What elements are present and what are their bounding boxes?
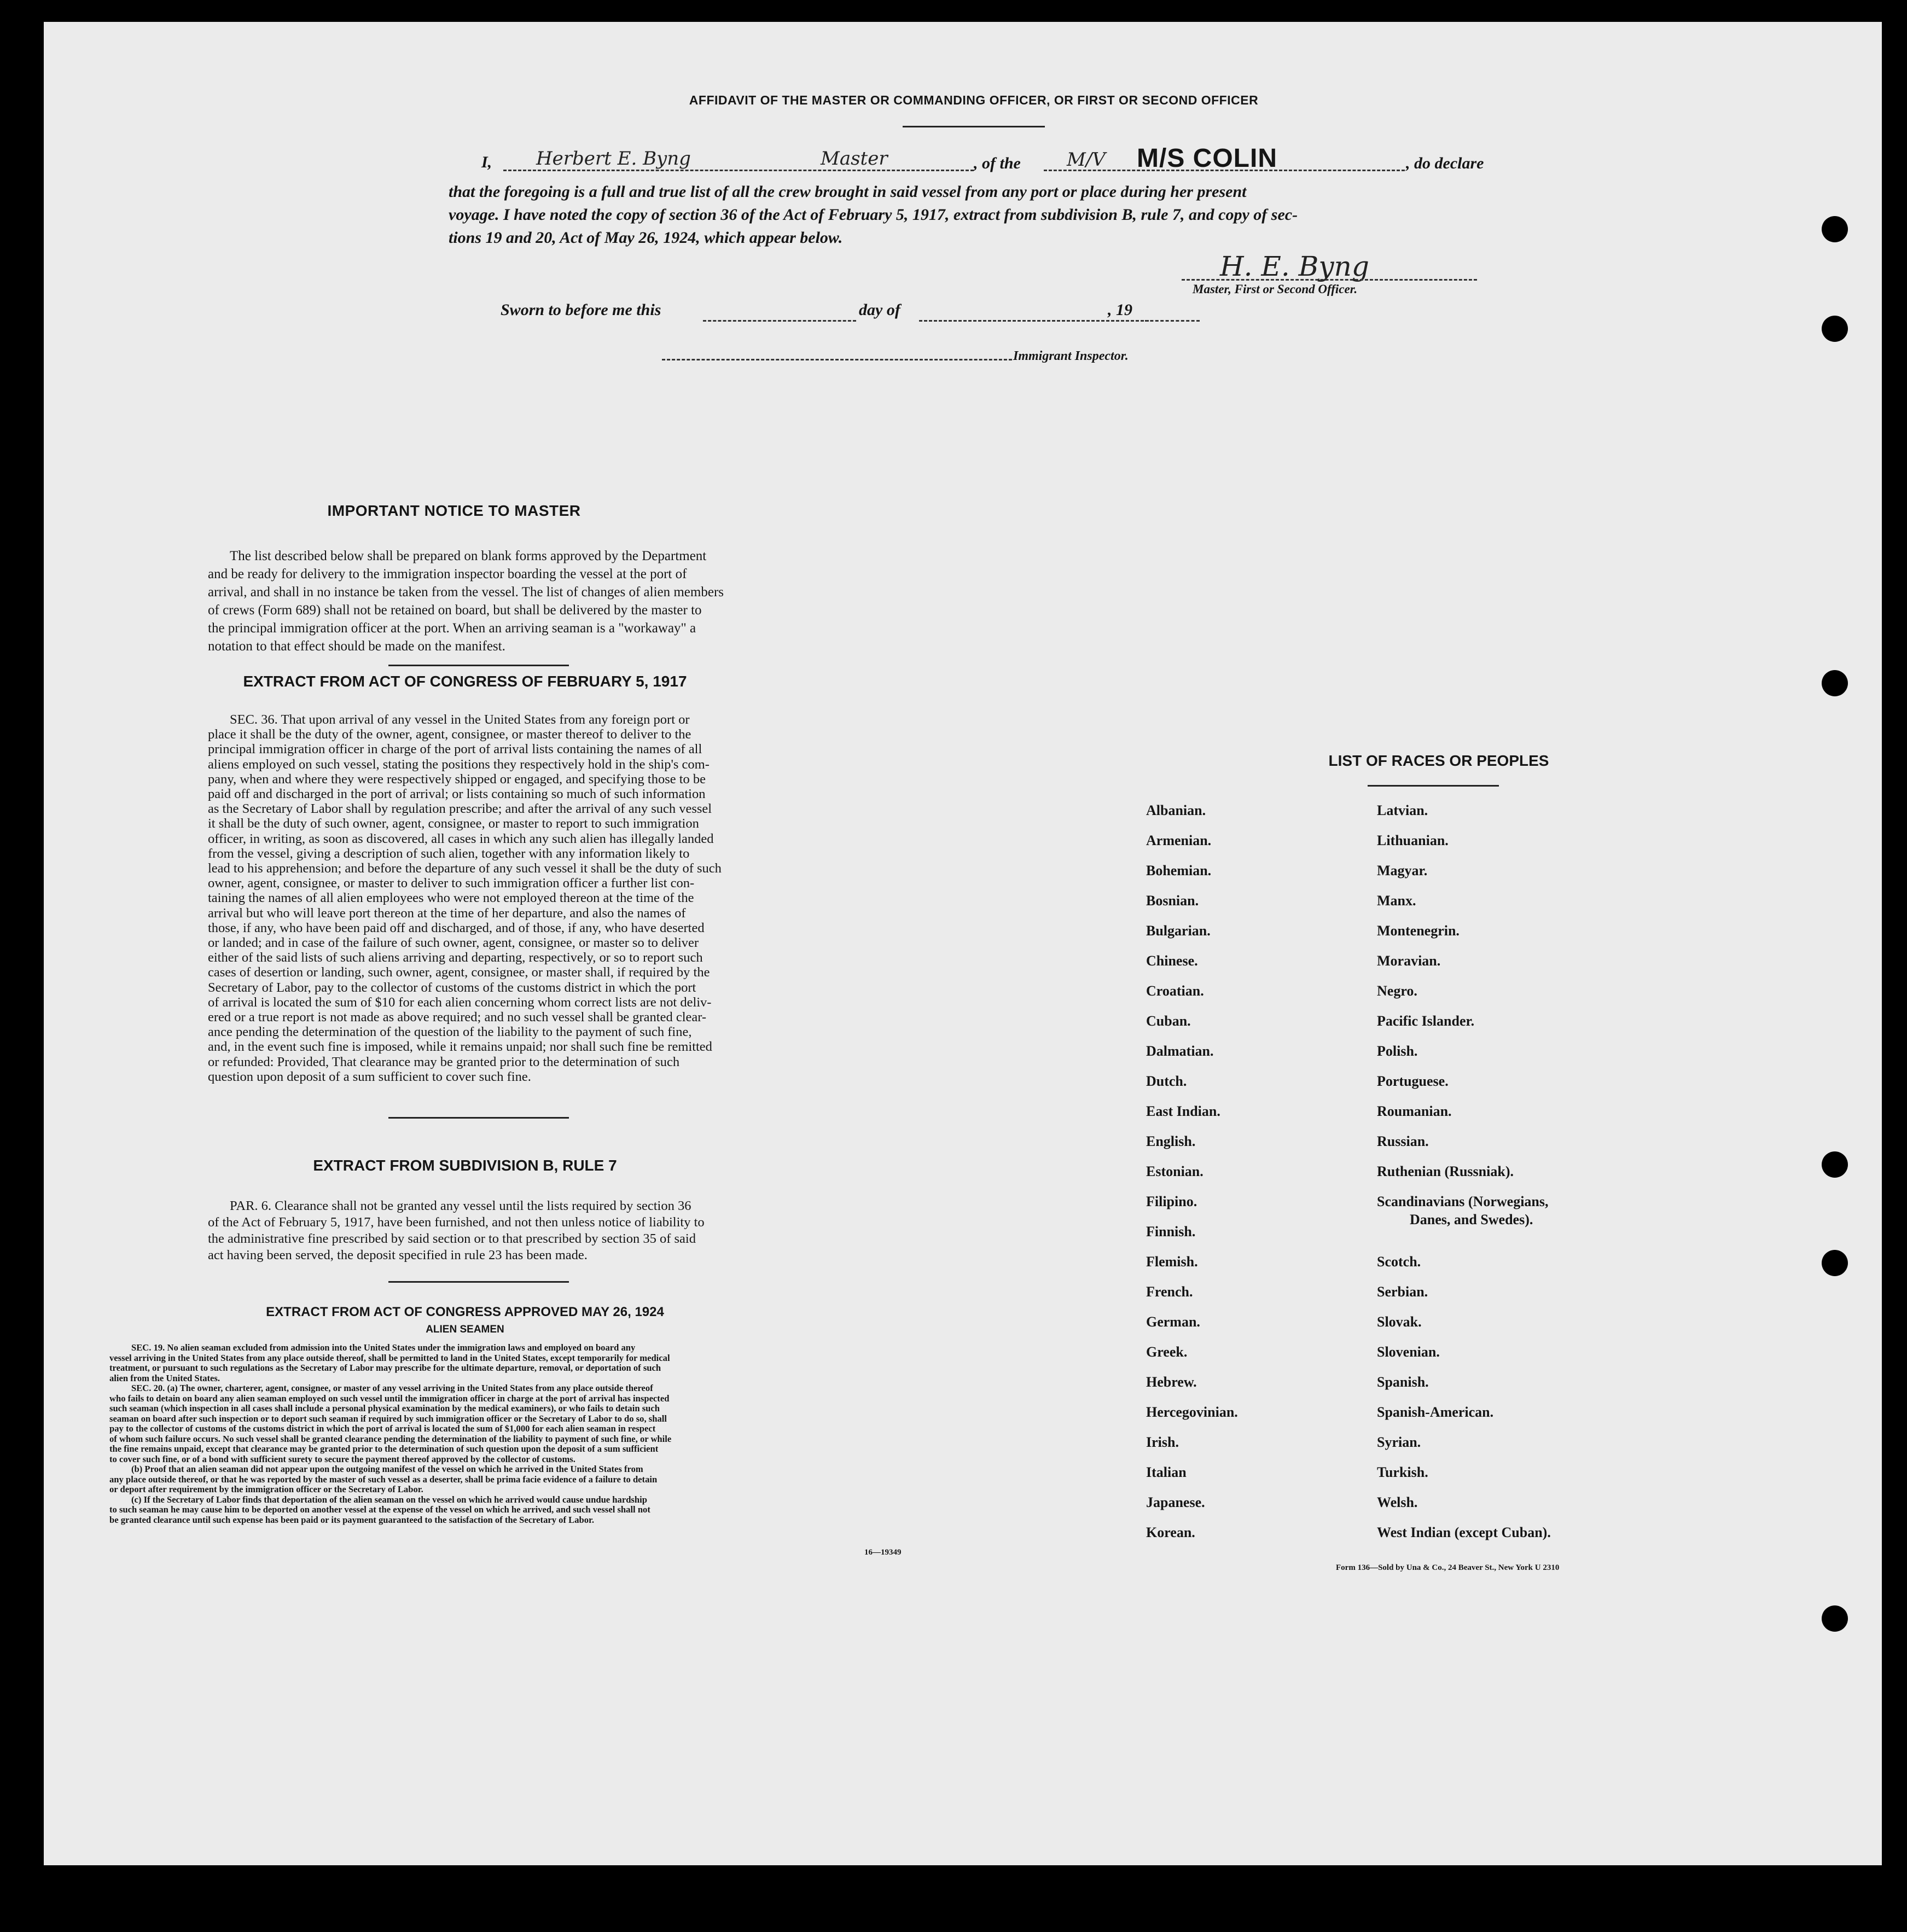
form-footer: Form 136—Sold by Una & Co., 24 Beaver St., New York U 2310 (1336, 1563, 1560, 1572)
act1924-line: (b) Proof that an alien seaman did not appear upon the outgoing manifest of the vessel on which he arrived in the United States from (131, 1464, 643, 1474)
act1917-line: arrival but who will leave port thereon at the time of her departure, and also the names of (208, 905, 686, 921)
act1924-title: EXTRACT FROM ACT OF CONGRESS APPROVED MAY 26, 1924 (266, 1305, 664, 1319)
act1924-line: alien from the United States. (109, 1372, 220, 1383)
act1924-line: treatment, or pursuant to such regulations as the Secretary of Labor may prescribe for the ultimate departure, removal, or deportation of such (109, 1363, 661, 1373)
race-right: Slovenian. (1377, 1344, 1440, 1360)
races-title: LIST OF RACES OR PEOPLES (1328, 752, 1549, 769)
sworn-month-line (919, 320, 1149, 322)
act1924-line: SEC. 20. (a) The owner, charterer, agent, consignee, or master of any vessel arriving in the United States from any place outside thereof (131, 1383, 653, 1393)
race-left: Estonian. (1146, 1163, 1203, 1179)
act1917-rule (388, 1117, 569, 1119)
sworn-day-line (703, 320, 856, 322)
race-left: Hebrew. (1146, 1374, 1197, 1390)
signature-handwritten: H. E. Byng (1220, 251, 1369, 282)
year-prefix-text: , 19 (1108, 301, 1132, 319)
signature-caption: Master, First or Second Officer. (1193, 282, 1358, 296)
binder-hole (1822, 670, 1848, 696)
act1917-line: paid off and discharged in the port of arrival; or lists containing so much of such information (208, 787, 706, 802)
act1924-line: such seaman (which inspection in all cases shall include a personal physical examination by the medical examiners), or who fails to detain such (109, 1403, 660, 1413)
race-right: Montenegrin. (1377, 923, 1460, 939)
act1924-line: the fine remains unpaid, except that clearance may be granted prior to the determination of such question upon the deposit of a sum sufficient (109, 1444, 659, 1454)
race-left: Dutch. (1146, 1073, 1187, 1089)
race-left: Chinese. (1146, 953, 1198, 969)
act1917-line: ance pending the determination of the question of the liability to the payment of such fine, (208, 1025, 692, 1040)
sworn-text: Sworn to before me this (501, 301, 661, 319)
act1924-line: (c) If the Secretary of Labor finds that deportation of the alien seaman on the vessel on which he arrived would cause undue hardship (131, 1494, 647, 1505)
race-right: Polish. (1377, 1043, 1418, 1059)
act1924-line: to cover such fine, or of a bond with sufficient surety to secure the payment thereof approved by the collector of customs. (109, 1453, 575, 1464)
race-left: French. (1146, 1284, 1193, 1300)
rule7-rule (388, 1281, 569, 1283)
document-page (44, 22, 1882, 1865)
notice-line: of crews (Form 689) shall not be retained on board, but shall be delivered by the master to (208, 603, 702, 618)
act1917-line: or landed; and in case of the failure of such owner, agent, consignee, or master so to deliver (208, 935, 699, 951)
act1924-line: SEC. 19. No alien seaman excluded from admission into the United States under the immigration laws and employed on board any (131, 1342, 636, 1353)
act1917-line: pany, when and where they were respectively shipped or engaged, and specifying those to be (208, 771, 706, 787)
act1917-body (208, 712, 853, 1084)
notice-title: IMPORTANT NOTICE TO MASTER (327, 502, 581, 519)
act1924-line: be granted clearance until such expense has been paid or its payment guaranteed to the satisfaction of the Secretary of Labor. (109, 1514, 595, 1525)
race-right: Latvian. (1377, 802, 1428, 818)
act1917-line: and, in the event such fine is imposed, while it remains unpaid; nor shall such fine be remitted (208, 1039, 712, 1055)
race-right: Slovak. (1377, 1314, 1422, 1330)
race-right: Negro. (1377, 983, 1417, 999)
race-right: Portuguese. (1377, 1073, 1449, 1089)
race-left: Italian (1146, 1464, 1187, 1480)
rule7-title: EXTRACT FROM SUBDIVISION B, RULE 7 (313, 1157, 617, 1174)
act1917-title: EXTRACT FROM ACT OF CONGRESS OF FEBRUARY 5, 1917 (243, 673, 687, 690)
act1917-line: from the vessel, giving a description of such alien, together with any information likely to (208, 846, 690, 861)
race-left: Dalmatian. (1146, 1043, 1214, 1059)
act1917-line: of arrival is located the sum of $10 for each alien concerning whom correct lists are not deliv- (208, 994, 712, 1010)
notice-line: the principal immigration officer at the port. When an arriving seaman is a "workaway" a (208, 621, 696, 636)
affidavit-body (449, 181, 1298, 249)
race-left: Greek. (1146, 1344, 1188, 1360)
race-right: Syrian. (1377, 1434, 1421, 1450)
race-left: German. (1146, 1314, 1200, 1330)
act1917-line: lead to his apprehension; and before the departure of any such vessel it shall be the duty of such (208, 861, 722, 876)
race-left: Bulgarian. (1146, 923, 1211, 939)
rule7-body (208, 1198, 853, 1264)
day-of-text: day of (859, 301, 900, 319)
race-right: West Indian (except Cuban). (1377, 1524, 1551, 1540)
act1917-line: question upon deposit of a sum sufficient to cover such fine. (208, 1069, 531, 1084)
act1924-line: vessel arriving in the United States from any place outside thereof, shall be permitted to land in the United States, except temporarily for medical (109, 1352, 670, 1363)
title-rule (903, 126, 1045, 127)
notice-rule (388, 665, 569, 666)
act1917-line: those, if any, who have been paid off and discharged, and of those, if any, who have deserted (208, 920, 705, 935)
race-left: Finnish. (1146, 1224, 1196, 1239)
binder-hole (1822, 1250, 1848, 1276)
rule7-line: act having been served, the deposit specified in rule 23 has been made. (208, 1248, 588, 1262)
notice-body (208, 547, 853, 655)
act1924-subtitle: ALIEN SEAMEN (426, 1324, 504, 1335)
vessel-name: M/S COLIN (1137, 144, 1277, 173)
race-right: Manx. (1377, 893, 1416, 909)
notice-line: arrival, and shall in no instance be taken from the vessel. The list of changes of alien members (208, 585, 724, 600)
notice-line: notation to that effect should be made on the manifest. (208, 639, 505, 654)
act1917-line: aliens employed on such vessel, stating the positions they respectively hold in the ship's com- (208, 756, 710, 772)
act1924-line: any place outside thereof, or that he was reported by the master of such vessel as a deserter, shall be prima facie evidence of a failure to detain (109, 1474, 658, 1485)
race-right: Russian. (1377, 1133, 1429, 1149)
rule7-line: the administrative fine prescribed by said section or to that prescribed by section 35 of said (208, 1231, 696, 1246)
race-left: Filipino. (1146, 1194, 1197, 1209)
act1924-line: or deport after requirement by the immigration officer or the Secretary of Labor. (109, 1484, 423, 1494)
race-left: Cuban. (1146, 1013, 1191, 1029)
race-left: Bohemian. (1146, 863, 1212, 878)
race-left: East Indian. (1146, 1103, 1220, 1119)
act1924-line: of whom such failure occurs. No such vessel shall be granted clearance pending the determination of the liability to payment of such fine, or while (109, 1433, 672, 1444)
act1917-line: owner, agent, consignee, or master to deliver to such immigration officer a further list con- (208, 876, 695, 891)
race-right: Spanish-American. (1377, 1404, 1494, 1420)
master-name-handwritten: Herbert E. Byng (536, 148, 691, 170)
affidavit-title: AFFIDAVIT OF THE MASTER OR COMMANDING OFFICER, OR FIRST OR SECOND OFFICER (689, 93, 1259, 107)
race-left: Irish. (1146, 1434, 1179, 1450)
binder-hole (1822, 1151, 1848, 1178)
act1917-line: either of the said lists of such aliens arriving and departing, respectively, or so to report such (208, 950, 703, 965)
race-right: Scotch. (1377, 1254, 1421, 1270)
race-left: Korean. (1146, 1524, 1195, 1540)
race-right: Scandinavians (Norwegians, (1377, 1194, 1549, 1209)
act1924-line: who fails to detain on board any alien seaman employed on such vessel until the immigration officer in charge at the port of arrival has inspected (109, 1393, 670, 1404)
race-right: Serbian. (1377, 1284, 1428, 1300)
race-right: Lithuanian. (1377, 833, 1449, 848)
act1917-line: officer, in writing, as soon as discovered, all cases in which any such alien has illegally landed (208, 831, 714, 846)
act1917-line: taining the names of all alien employees who were not employed thereon at the time of the (208, 891, 694, 906)
affidavit-i: I, (481, 153, 492, 171)
race-right: Moravian. (1377, 953, 1441, 969)
rule7-line: PAR. 6. Clearance shall not be granted any vessel until the lists required by section 36 (230, 1198, 691, 1213)
position-handwritten: Master (821, 148, 888, 170)
print-code: 16—19349 (864, 1548, 902, 1557)
act1917-line: it shall be the duty of such owner, agent, consignee, or master to report to such immigration (208, 816, 699, 831)
affidavit-body-line: voyage. I have noted the copy of section 36 of the Act of February 5, 1917, extract from subdivision B, rule 7, and copy of sec- (449, 206, 1298, 224)
of-the-text: , of the (974, 154, 1021, 172)
act1917-line: or refunded: Provided, That clearance may be granted prior to the determination of such (208, 1054, 680, 1069)
race-left: Albanian. (1146, 802, 1206, 818)
act1924-body (109, 1343, 919, 1525)
act1924-line: seaman on board after such inspection or to deport such seaman if required by such immigration officer or the Secretary of Labor to do so, shall (109, 1413, 667, 1424)
race-right: Pacific Islander. (1377, 1013, 1475, 1029)
affidavit-body-line: that the foregoing is a full and true list of all the crew brought in said vessel from any port or place during her present (449, 183, 1247, 201)
act1924-line: to such seaman he may cause him to be deported on another vessel at the expense of the vessel on which he arrived, and such vessel shall not (109, 1504, 650, 1515)
race-right: Ruthenian (Russniak). (1377, 1163, 1514, 1179)
rule7-line: of the Act of February 5, 1917, have been furnished, and not then unless notice of liability to (208, 1215, 705, 1230)
race-left: Bosnian. (1146, 893, 1199, 909)
notice-line: and be ready for delivery to the immigration inspector boarding the vessel at the port of (208, 567, 687, 581)
act1917-line: SEC. 36. That upon arrival of any vessel in the United States from any foreign port or (230, 712, 690, 727)
race-left: English. (1146, 1133, 1196, 1149)
signature-line (1182, 279, 1477, 281)
act1917-line: Secretary of Labor, pay to the collector of customs of the customs district in which the port (208, 980, 696, 995)
act1917-line: as the Secretary of Labor shall by regulation prescribe; and after the arrival of any such vessel (208, 801, 712, 817)
race-right: Roumanian. (1377, 1103, 1452, 1119)
race-right: Welsh. (1377, 1494, 1418, 1510)
do-declare-text: , do declare (1406, 154, 1484, 172)
race-left: Hercegovinian. (1146, 1404, 1238, 1420)
race-right: Turkish. (1377, 1464, 1428, 1480)
binder-hole (1822, 1605, 1848, 1632)
race-left: Flemish. (1146, 1254, 1198, 1270)
act1917-line: cases of desertion or landing, such owner, agent, consignee, or master shall, if required by the (208, 965, 710, 980)
act1917-line: place it shall be the duty of the owner, agent, consignee, or master thereof to deliver to the (208, 727, 691, 742)
inspector-line (662, 359, 1012, 360)
race-left: Croatian. (1146, 983, 1204, 999)
act1924-line: pay to the collector of customs of the customs district in which the port of arrival is located the sum of $1,000 for each alien seaman in respect (109, 1423, 656, 1434)
binder-hole (1822, 316, 1848, 342)
race-left: Japanese. (1146, 1494, 1205, 1510)
race-left: Armenian. (1146, 833, 1212, 848)
inspector-caption: Immigrant Inspector. (1013, 349, 1129, 363)
master-name-line (503, 170, 974, 171)
act1917-line: ered or a true report is not made as above required; and no such vessel shall be granted clear- (208, 1010, 707, 1025)
race-right: Magyar. (1377, 863, 1428, 878)
affidavit-body-line: tions 19 and 20, Act of May 26, 1924, which appear below. (449, 229, 843, 247)
binder-hole (1822, 216, 1848, 242)
race-right-continuation: Danes, and Swedes). (1410, 1212, 1533, 1227)
vessel-prefix-handwritten: M/V (1067, 149, 1106, 171)
notice-line: The list described below shall be prepared on blank forms approved by the Department (230, 549, 707, 563)
races-rule (1368, 785, 1499, 787)
year-line (1145, 320, 1200, 322)
act1917-line: principal immigration officer in charge of the port of arrival lists containing the names of all (208, 742, 702, 757)
race-right: Spanish. (1377, 1374, 1429, 1390)
